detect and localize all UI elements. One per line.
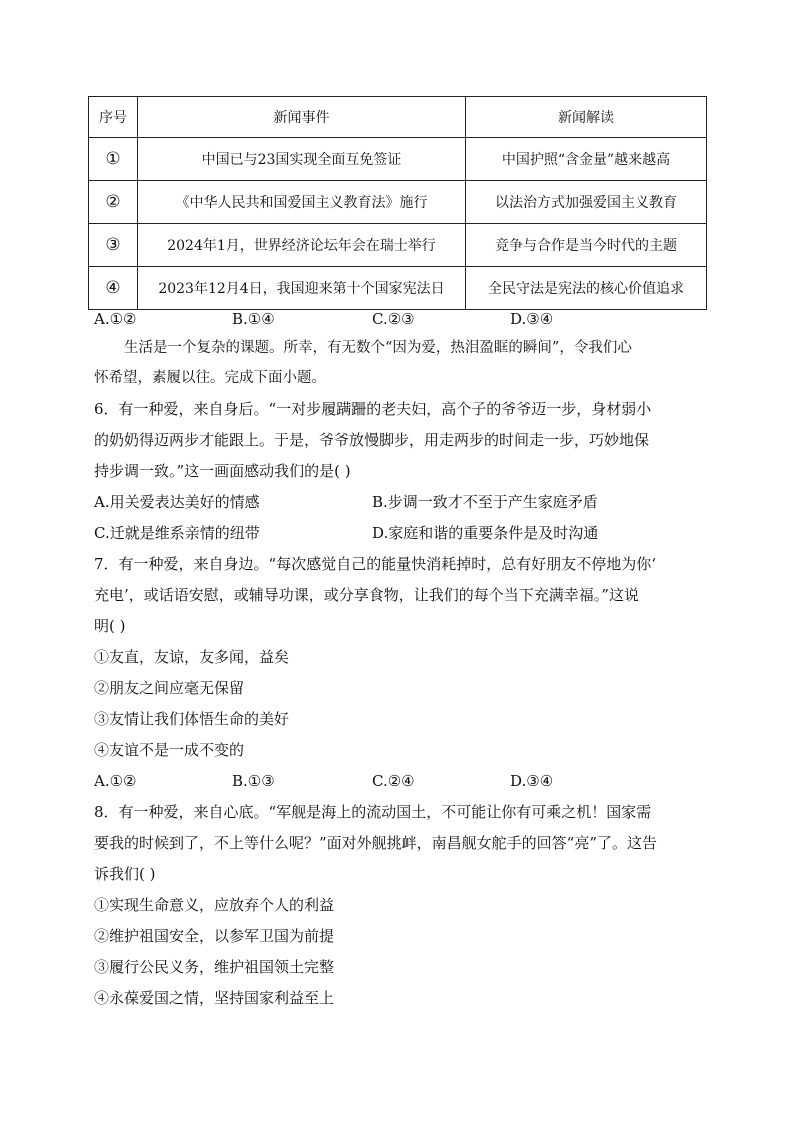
q7-stem-line-3: 明( ) (94, 617, 126, 635)
q5-option-b[interactable]: B.①④ (232, 310, 275, 328)
intro-line-2: 怀希望，素履以往。完成下面小题。 (94, 370, 326, 386)
row-number: ④ (89, 267, 138, 310)
q8-stem-line-1: 8．有一种爱，来自心底。“军舰是海上的流动国土，不可能让你有可乘之机！国家需 (94, 803, 652, 821)
q8-statement-3: ③履行公民义务，维护祖国领土完整 (94, 958, 335, 976)
row-reading: 全民守法是宪法的核心价值追求 (466, 267, 707, 310)
news-table (88, 96, 707, 310)
table-row (89, 181, 707, 224)
header-event: 新闻事件 (138, 97, 466, 138)
q8-statement-2: ②维护祖国安全，以参军卫国为前提 (94, 927, 335, 945)
table-header-row (89, 97, 707, 138)
row-reading: 以法治方式加强爱国主义教育 (466, 181, 707, 224)
q8-statement-4: ④永葆爱国之情，坚持国家利益至上 (94, 989, 335, 1007)
q7-statement-2: ②朋友之间应毫无保留 (94, 679, 245, 697)
table-row (89, 138, 707, 181)
row-reading: 竞争与合作是当今时代的主题 (466, 224, 707, 267)
row-number: ③ (89, 224, 138, 267)
row-event: 中国已与23国实现全面互免签证 (138, 138, 466, 181)
row-event: 2024年1月，世界经济论坛年会在瑞士举行 (138, 224, 466, 267)
header-number: 序号 (89, 97, 138, 138)
q7-statement-1: ①友直，友谅，友多闻，益矣 (94, 648, 290, 666)
row-event: 《中华人民共和国爱国主义教育法》施行 (138, 181, 466, 224)
q7-option-d[interactable]: D.③④ (510, 772, 554, 790)
table-row (89, 224, 707, 267)
q6-option-c[interactable]: C.迁就是维系亲情的纽带 (94, 524, 260, 542)
q5-option-c[interactable]: C.②③ (372, 310, 415, 328)
q6-option-b[interactable]: B.步调一致才不至于产生家庭矛盾 (372, 493, 598, 511)
row-reading: 中国护照“含金量”越来越高 (466, 138, 707, 181)
table-row (89, 267, 707, 310)
row-number: ① (89, 138, 138, 181)
q5-option-a[interactable]: A.①② (94, 310, 137, 328)
q8-stem-line-3: 诉我们( ) (94, 865, 156, 883)
q6-stem-line-1: 6．有一种爱，来自身后。“一对步履蹒跚的老夫妇，高个子的爷爷迈一步，身材弱小 (94, 400, 652, 418)
q6-option-d[interactable]: D.家庭和谐的重要条件是及时沟通 (372, 524, 599, 542)
q5-option-d[interactable]: D.③④ (510, 310, 554, 328)
q8-statement-1: ①实现生命意义，应放弃个人的利益 (94, 896, 335, 914)
q7-option-b[interactable]: B.①③ (232, 772, 275, 790)
q6-stem-line-2: 的奶奶得迈两步才能跟上。于是，爷爷放慢脚步，用走两步的时间走一步，巧妙地保 (94, 431, 650, 449)
q6-option-a[interactable]: A.用关爱表达美好的情感 (94, 493, 260, 511)
q7-option-c[interactable]: C.②④ (372, 772, 415, 790)
intro-line-1: 生活是一个复杂的课题。所幸，有无数个“因为爱，热泪盈眶的瞬间”，令我们心 (124, 340, 632, 356)
q8-stem-line-2: 要我的时候到了，不上等什么呢？”面对外舰挑衅，南昌舰女舵手的回答“亮”了。这告 (94, 834, 658, 852)
q6-stem-line-3: 持步调一致。”这一画面感动我们的是( ) (94, 462, 351, 480)
row-number: ② (89, 181, 138, 224)
row-event: 2023年12月4日，我国迎来第十个国家宪法日 (138, 267, 466, 310)
q7-stem-line-1: 7．有一种爱，来自身边。“每次感觉自己的能量快消耗掉时，总有好朋友不停地为你‘ (94, 555, 656, 573)
q7-option-a[interactable]: A.①② (94, 772, 137, 790)
q7-statement-3: ③友情让我们体悟生命的美好 (94, 710, 290, 728)
q7-stem-line-2: 充电’，或话语安慰，或辅导功课，或分享食物，让我们的每个当下充满幸福。”这说 (94, 586, 639, 604)
q7-statement-4: ④友谊不是一成不变的 (94, 741, 245, 759)
header-reading: 新闻解读 (466, 97, 707, 138)
